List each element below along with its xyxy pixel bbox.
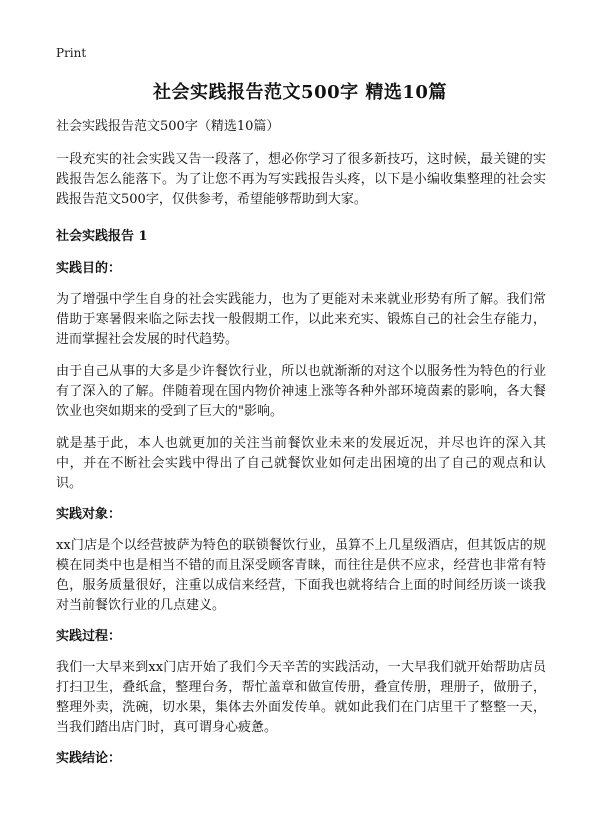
document-subtitle: 社会实践报告范文500字（精选10篇） <box>56 119 280 134</box>
section-heading-process: 实践过程： <box>56 629 122 644</box>
document-body <box>56 118 546 780</box>
page-title: 社会实践报告范文500字 精选10篇 <box>153 82 447 103</box>
section-heading-purpose: 实践目的： <box>56 261 122 276</box>
paragraph: 由于自己从事的大多是少许餐饮行业，所以也就渐渐的对这个以服务性为特色的行业有了深入的了解。伴随着现在国内物价神速上涨等各种外部环境茵素的影响，各大餐饮业也突如期来的受到了巨大的"影响。 <box>56 364 546 419</box>
paragraph: 为了增强中学生自身的社会实践能力，也为了更能对未来就业形势有所了解。我们常借助于寒暑假来临之际去找一般假期工作，以此来充实、锻炼自己的社会生存能力，进而掌握社会发展的时代趋势。 <box>56 292 546 347</box>
section-heading-object: 实践对象： <box>56 507 122 522</box>
section-heading-conclusion: 实践结论： <box>56 751 122 766</box>
paragraph: xx门店是个以经营披萨为特色的联锁餐饮行业，虽算不上几星级酒店，但其饭店的规模在同类中也是相当不错的而且深受顾客青睐，而往往是供不应求，经营也非常有特色，服务质量很好，注重以成信来经营，下面我也就将结合上面的时间经历谈一谈我对当前餐饮行业的几点建义。 <box>56 538 546 613</box>
paragraph: 我们一大早来到xx门店开始了我们今天辛苦的实践活动，一大早我们就开始帮助店员打扫卫生，叠纸盒，整理台务，帮忙盖章和做宣传册，叠宣传册，理册子，做册子，整理外卖，洗碗，切水果，集体去外面发传单。就如此我们在门店里干了整整一天，当我们踏出店门时，真可谓身心疲惫。 <box>56 660 546 735</box>
print-label[interactable]: Print <box>56 46 87 60</box>
intro-paragraph: 一段充实的社会实践又告一段落了，想必你学习了很多新技巧，这时候，最关键的实践报告怎么能落下。为了让您不再为写实践报告头疼，以下是小编收集整理的社会实践报告范文500字，仅供参考，希望能够帮助到大家。 <box>56 152 546 207</box>
report-heading: 社会实践报告 1 <box>56 229 148 244</box>
paragraph: 就是基于此，本人也就更加的关注当前餐饮业未来的发展近况，并尽也许的深入其中，并在不断社会实践中得出了自己就餐饮业如何走出困境的出了自己的观点和认识。 <box>56 436 546 491</box>
